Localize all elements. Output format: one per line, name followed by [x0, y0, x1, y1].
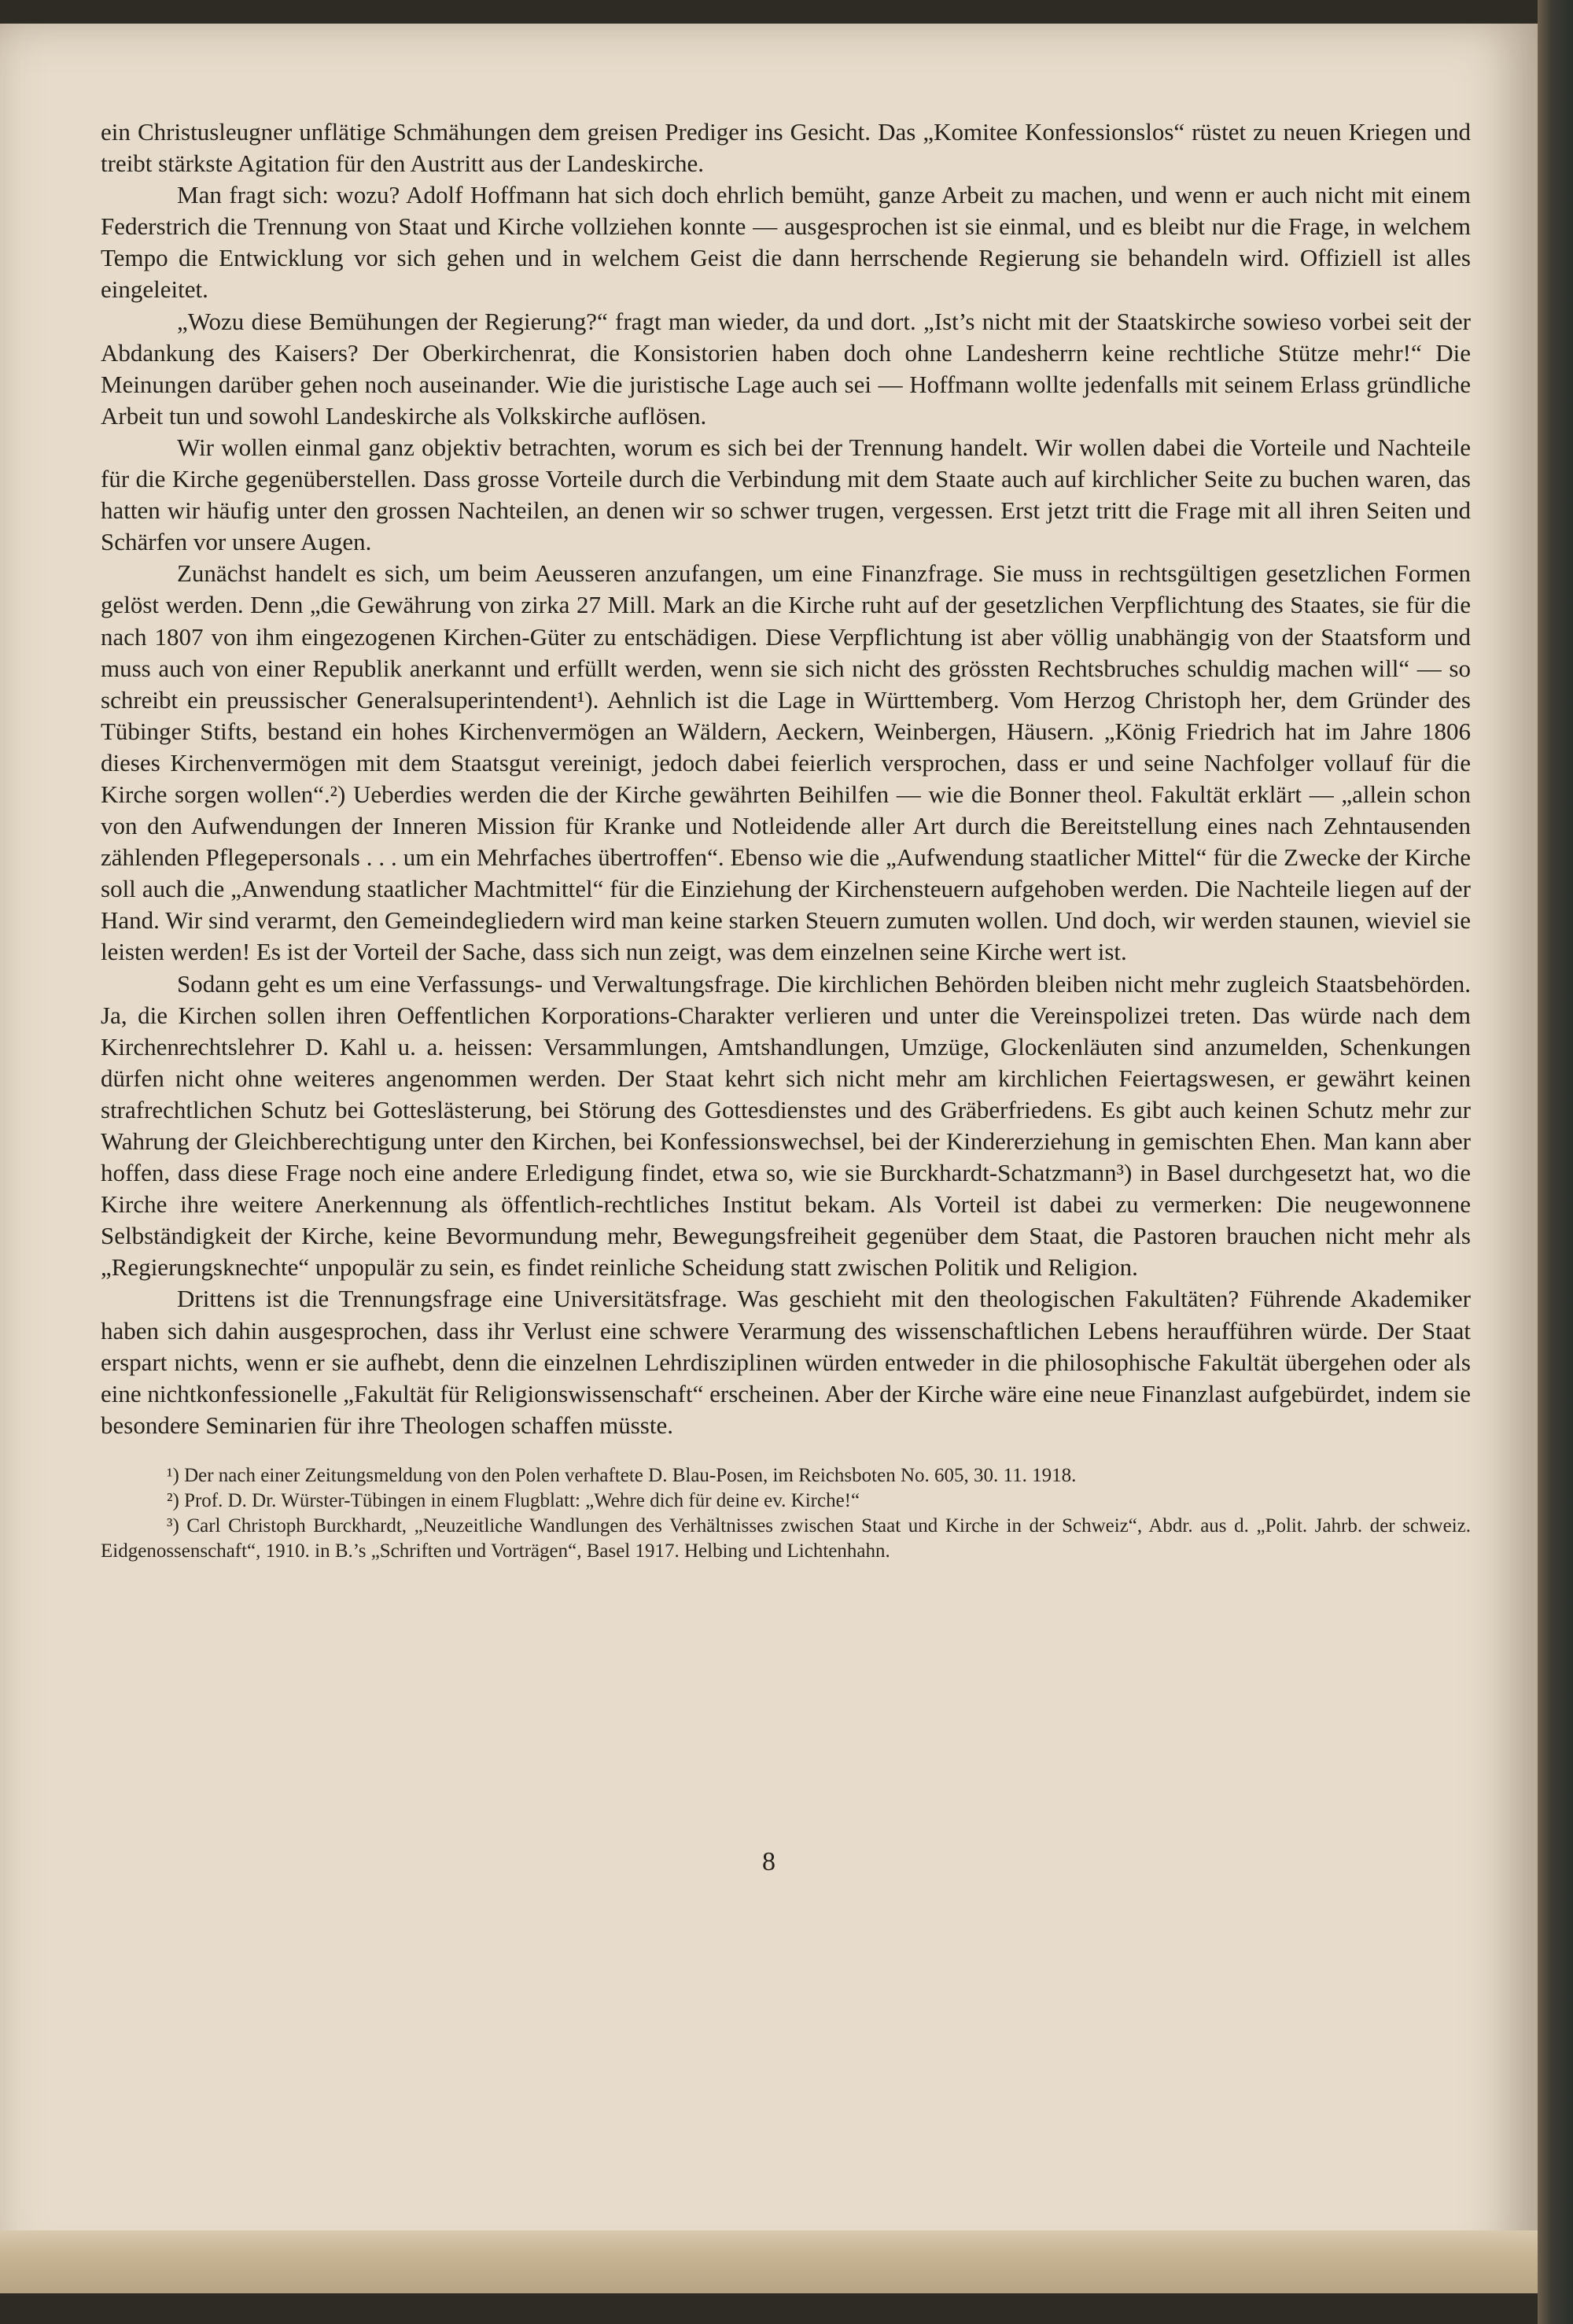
footnote: ¹) Der nach einer Zeitungsmeldung von den Polen verhaftete D. Blau-Posen, im Reichsboten No. 605, 30. 11. 1918.: [167, 1464, 1077, 1486]
page-bottom-edge: [0, 2230, 1538, 2293]
paragraph: Man fragt sich: wozu? Adolf Hoffmann hat sich doch ehrlich bemüht, ganze Arbeit zu machen, und wenn er auch nicht mit einem Federstrich die Trennung von Staat und Kirche vollziehen konnte — ausgesprochen ist sie einmal, und es bleibt nur die Frage, in welchem Tempo die Entwicklung vor sich gehen und in welchem Geist die dann herrschende Regierung sie behandeln wird. Offiziell ist alles eingeleitet.: [101, 181, 1471, 304]
paragraph: Zunächst handelt es sich, um beim Aeusseren anzufangen, um eine Finanzfrage. Sie muss in rechtsgültigen gesetzlichen Formen gelöst werden. Denn „die Gewährung von zirka 27 Mill. Mark an die Kirche ruht auf der gesetzlichen Verpflichtung des Staates, sie für die nach 1807 von ihm eingezogenen Kirchen-Güter zu entschädigen. Diese Verpflichtung ist aber völlig unabhängig von der Staatsform und muss auch von einer Republik anerkannt und erfüllt werden, wenn sie sich nicht des grössten Rechtsbruches schuldig machen will“ — so schreibt ein preussischer Generalsuperintendent¹). Aehnlich ist die Lage in Württemberg. Vom Herzog Christoph her, dem Gründer des Tübinger Stifts, bestand ein hohes Kirchenvermögen an Wäldern, Aeckern, Weinbergen, Häusern. „König Friedrich hat im Jahre 1806 dieses Kirchenvermögen mit dem Staatsgut vereinigt, jedoch dabei feierlich versprochen, dass er und seine Nachfolger vollauf für die Kirche sorgen wollen“.²) Ueberdies werden die der Kirche gewährten Beihilfen — wie die Bonner theol. Fakultät erklärt — „allein schon von den Aufwendungen der Inneren Mission für Kranke und Notleidende aller Art durch die Bereitstellung eines nach Zehntausenden zählenden Pflegepersonals . . . um ein Mehrfaches übertroffen“. Ebenso wie die „Aufwendung staatlicher Mittel“ für die Zwecke der Kirche soll auch die „Anwendung staatlicher Machtmittel“ für die Einziehung der Kirchensteuern aufgehoben werden. Die Nachteile liegen auf der Hand. Wir sind verarmt, den Gemeindegliedern wird man keine starken Steuern zumuten wollen. Und doch, wir werden staunen, wieviel sie leisten werden! Es ist der Vorteil der Sache, dass sich nun zeigt, was dem einzelnen seine Kirche wert ist.: [101, 559, 1471, 966]
paragraph: Sodann geht es um eine Verfassungs- und Verwaltungsfrage. Die kirchlichen Behörden bleiben nicht mehr zugleich Staatsbehörden. Ja, die Kirchen sollen ihren Oeffentlichen Korporations-Charakter verlieren und unter die Vereinspolizei treten. Das würde nach dem Kirchenrechtslehrer D. Kahl u. a. heissen: Versammlungen, Amtshandlungen, Umzüge, Glockenläuten sind anzumelden, Schenkungen dürfen nicht ohne weiteres angenommen werden. Der Staat kehrt sich nicht mehr am kirchlichen Feiertagswesen, er gewährt keinen strafrechtlichen Schutz bei Gotteslästerung, bei Störung des Gottesdienstes und des Gräberfriedens. Es gibt auch keinen Schutz mehr zur Wahrung der Gleichberechtigung unter den Kirchen, bei Konfessionswechsel, bei der Kindererziehung in gemischten Ehen. Man kann aber hoffen, dass diese Frage noch eine andere Erledigung findet, etwa so, wie sie Burckhardt-Schatzmann³) in Basel durchgesetzt hat, wo die Kirche ihre weitere Anerkennung als öffentlich-rechtliches Institut bekam. Als Vorteil ist dabei zu vermerken: Die neugewonnene Selbständigkeit der Kirche, keine Bevormundung mehr, Bewegungsfreiheit gegenüber dem Staat, die Pastoren brauchen nicht mehr als „Regierungsknechte“ unpopulär zu sein, es findet reinliche Scheidung statt zwischen Politik und Religion.: [101, 969, 1471, 1282]
book-spine: [1538, 0, 1573, 2324]
book-page: [0, 24, 1542, 2293]
paragraph: Wir wollen einmal ganz objektiv betrachten, worum es sich bei der Trennung handelt. Wir wollen dabei die Vorteile und Nachteile für die Kirche gegenüberstellen. Dass grosse Vorteile durch die Verbindung mit dem Staate auch auf kirchlicher Seite zu buchen waren, das hatten wir häufig unter den grossen Nachteilen, an denen wir so schwer trugen, vergessen. Erst jetzt tritt die Frage mit all ihren Seiten und Schärfen vor unsere Augen.: [101, 433, 1471, 556]
page-number: 8: [762, 1847, 775, 1876]
page-body: [101, 116, 1471, 1564]
paragraph: „Wozu diese Bemühungen der Regierung?“ fragt man wieder, da und dort. „Ist’s nicht mit der Staatskirche sowieso vorbei seit der Abdankung des Kaisers? Der Oberkirchenrat, die Konsistorien haben doch ohne Landesherrn keine rechtliche Stütze mehr!“ Die Meinungen darüber gehen noch auseinander. Wie die juristische Lage auch sei — Hoffmann wollte jedenfalls mit seinem Erlass gründliche Arbeit tun und sowohl Landeskirche als Volkskirche auflösen.: [101, 307, 1471, 430]
paragraph: Drittens ist die Trennungsfrage eine Universitätsfrage. Was geschieht mit den theologischen Fakultäten? Führende Akademiker haben sich dahin ausgesprochen, dass ihr Verlust eine schwere Verarmung des wissenschaftlichen Lebens heraufführen würde. Der Staat erspart nichts, wenn er sie aufhebt, denn die einzelnen Lehrdisziplinen würden entweder in die philosophische Fakultät übergehen oder als eine nichtkonfessionelle „Fakultät für Religionswissenschaft“ erscheinen. Aber der Kirche wäre eine neue Finanzlast aufgebürdet, indem sie besondere Seminarien für ihre Theologen schaffen müsste.: [101, 1285, 1471, 1439]
footnote: ³) Carl Christoph Burckhardt, „Neuzeitliche Wandlungen des Verhältnisses zwischen Staat und Kirche in der Schweiz“, Abdr. aus d. „Polit. Jahrb. der schweiz. Eidgenossenschaft“, 1910. in B.’s „Schriften und Vorträgen“, Basel 1917. Helbing und Lichtenhahn.: [101, 1514, 1471, 1562]
paragraph: ein Christusleugner unflätige Schmähungen dem greisen Prediger ins Gesicht. Das „Komitee Konfessionslos“ rüstet zu neuen Kriegen und treibt stärkste Agitation für den Austritt aus der Landeskirche.: [101, 118, 1471, 178]
footnote: ²) Prof. D. Dr. Würster-Tübingen in einem Flugblatt: „Wehre dich für deine ev. Kirche!“: [167, 1489, 860, 1511]
footnotes: [101, 1459, 1471, 1564]
